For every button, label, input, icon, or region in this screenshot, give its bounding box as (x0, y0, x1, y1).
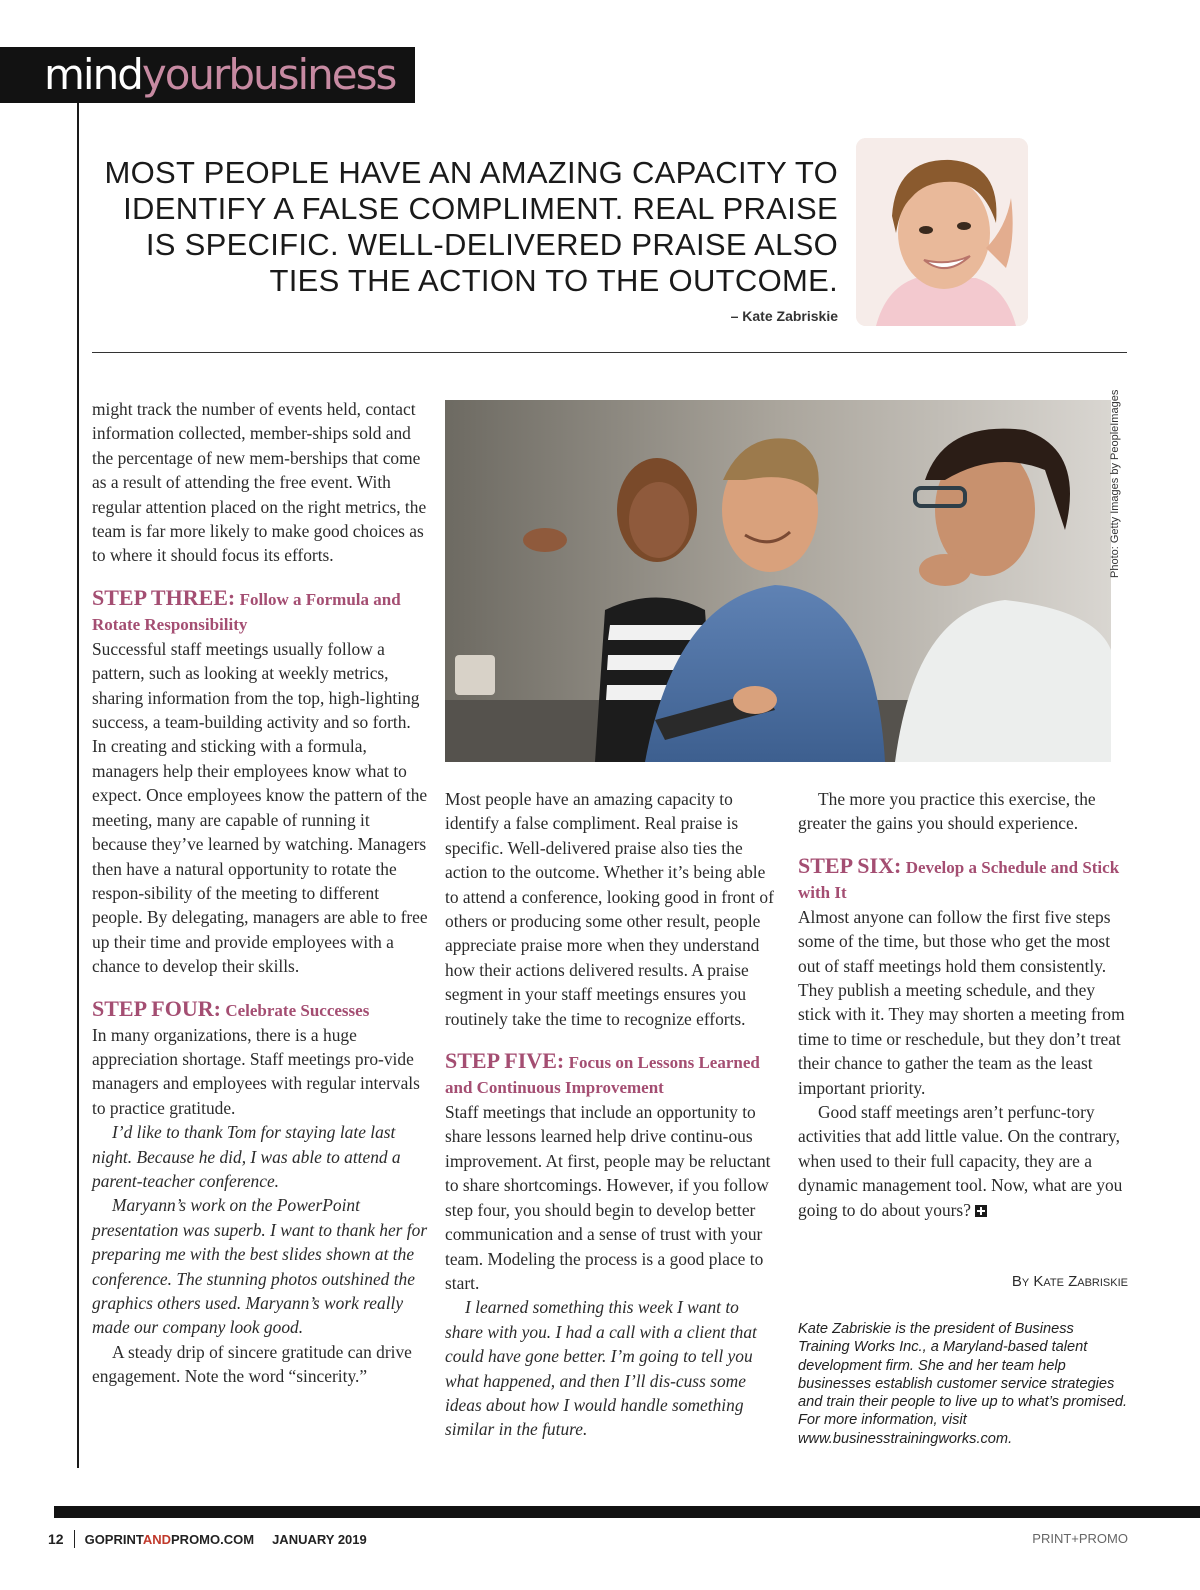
step-six-title: Develop a Schedule and Stick with It (798, 857, 1120, 902)
step-five-label: STEP FIVE: (445, 1048, 565, 1074)
step-three-label: STEP THREE: (92, 584, 236, 610)
magazine-name: PRINT+PROMO (1032, 1531, 1128, 1546)
body-paragraph: Successful staff meetings usually follow a pattern, such as looking at weekly metrics, sharing information from the top, high-lighting success, a team-building activity and so forth. In creating and sticking with a formula, managers help their employees know what to expect. Once employees know the pattern of the meeting, many are capable of running it because they’ve learned by watching. Managers then have a natural opportunity to rotate the respon-sibility of the meeting to different people. By delegating, managers are able to free up their time and provide employees with a chance to develop their skills. (92, 638, 428, 977)
section-title-business: business (228, 50, 396, 99)
footer-separator (74, 1530, 75, 1548)
example-quote: Maryann’s work on the PowerPoint presentation was superb. I want to thank her for preparing me with the best slides shown at the conference. The stunning photos outshined the graphics others used. Maryann’s work really made our company look good. (92, 1195, 428, 1338)
footer-website-part: GOPRINT (84, 1531, 143, 1547)
section-title-your: your (141, 50, 229, 99)
end-of-article-icon (975, 1205, 987, 1217)
pull-quote: MOST PEOPLE HAVE AN AMAZING CAPACITY TO IDENTIFY A FALSE COMPLIMENT. REAL PRAISE IS SPECIFIC. WELL-DELIVERED PRAISE ALSO TIES THE ACTION TO THE OUTCOME. (104, 155, 838, 298)
step-three-title: Follow a Formula and Rotate Responsibility (92, 589, 401, 634)
body-paragraph: Most people have an amazing capacity to identify a false compliment. Real praise is specific. Well-delivered praise also ties the action to the outcome. Whether it’s being able to attend a conference, looking good in front of others or producing some other result, people appreciate praise more when they understand how their actions delivered results. A praise segment in your staff meetings ensures you routinely take the time to recognize efforts. (445, 789, 774, 1029)
step-six-heading (798, 854, 1128, 905)
body-paragraph: The more you practice this exercise, the greater the gains you should experience. (798, 789, 1096, 834)
meeting-photo (445, 400, 1111, 762)
article-byline: By Kate Zabriskie (1011, 1273, 1128, 1290)
article-column-1 (92, 397, 428, 1389)
page-footer (48, 1530, 367, 1548)
pull-quote-divider (92, 352, 1127, 353)
article-column-2 (445, 787, 781, 1442)
author-portrait (856, 138, 1028, 326)
step-six-label: STEP SIX: (798, 852, 902, 878)
body-paragraph: In many organizations, there is a huge appreciation shortage. Staff meetings pro-vide managers and employees with regular intervals to practice gratitude. (92, 1024, 420, 1118)
body-paragraph: Staff meetings that include an opportunity to share lessons learned help drive continu-ous improvement. At first, people may be reluctant to share shortcomings. However, if you follow step four, you should begin to develop better communication and a sense of trust with your team. Modeling the process is a good place to start. (445, 1102, 771, 1293)
step-four-label: STEP FOUR: (92, 995, 221, 1021)
body-paragraph: Almost anyone can follow the first five steps some of the time, but those who get the most out of staff meetings hold them consistently. They publish a meeting schedule, and they stick with it. They may shorten a meeting from time to time or reschedule, but they don’t treat their chance to gather the team as the least important priority. (798, 906, 1125, 1098)
body-paragraph: A steady drip of sincere gratitude can drive engagement. Note the word “sincerity.” (92, 1341, 412, 1387)
left-column-rule (77, 103, 79, 1468)
step-four-title: Celebrate Successes (225, 1000, 370, 1020)
body-paragraph (798, 1100, 1128, 1222)
footer-website-part: PROMO.COM (171, 1531, 255, 1547)
article-column-3 (798, 787, 1128, 1222)
example-quote: I learned something this week I want to share with you. I had a call with a client that could have gone better. I’m going to tell you what happened, and then I’ll dis-cuss some ideas about how I would handle something similar in the future. (445, 1297, 757, 1440)
step-three-heading (92, 586, 428, 637)
pull-quote-attribution: – Kate Zabriskie (730, 308, 838, 324)
author-bio: Kate Zabriskie is the president of Business Training Works Inc., a Maryland-based talent development firm. She and her team help businesses establish customer service strategies and train their people to live up to what’s promised. For more information, visit www.businesstrainingworks.com. (798, 1321, 1128, 1447)
footer-bar (54, 1506, 1200, 1518)
example-quote: I’d like to thank Tom for staying late last night. Because he did, I was able to attend a parent-teacher conference. (92, 1122, 401, 1191)
section-title (44, 51, 395, 99)
footer-website-part: AND (142, 1531, 172, 1547)
step-four-heading (92, 997, 428, 1023)
body-paragraph: might track the number of events held, contact information collected, member-ships sold and the percentage of new mem-berships that come as a result of attending the free event. With regular attention placed on the right metrics, the team is far more likely to make good choices as to where it should focus its efforts. (92, 399, 427, 566)
closing-paragraph-text: Good staff meetings aren’t perfunc-tory activities that add little value. On the contrary, when used to their full capacity, they are a dynamic management tool. Now, what are you going to do about yours? (798, 1102, 1123, 1220)
page-number: 12 (48, 1531, 64, 1547)
step-five-heading (445, 1049, 781, 1100)
footer-website (85, 1532, 255, 1547)
issue-date: JANUARY 2019 (272, 1531, 367, 1547)
step-five-title: Focus on Lessons Learned and Continuous Improvement (445, 1053, 760, 1098)
photo-credit: Photo: Getty Images by PeopleImages (1109, 389, 1121, 578)
section-title-mind: mind (44, 50, 142, 99)
